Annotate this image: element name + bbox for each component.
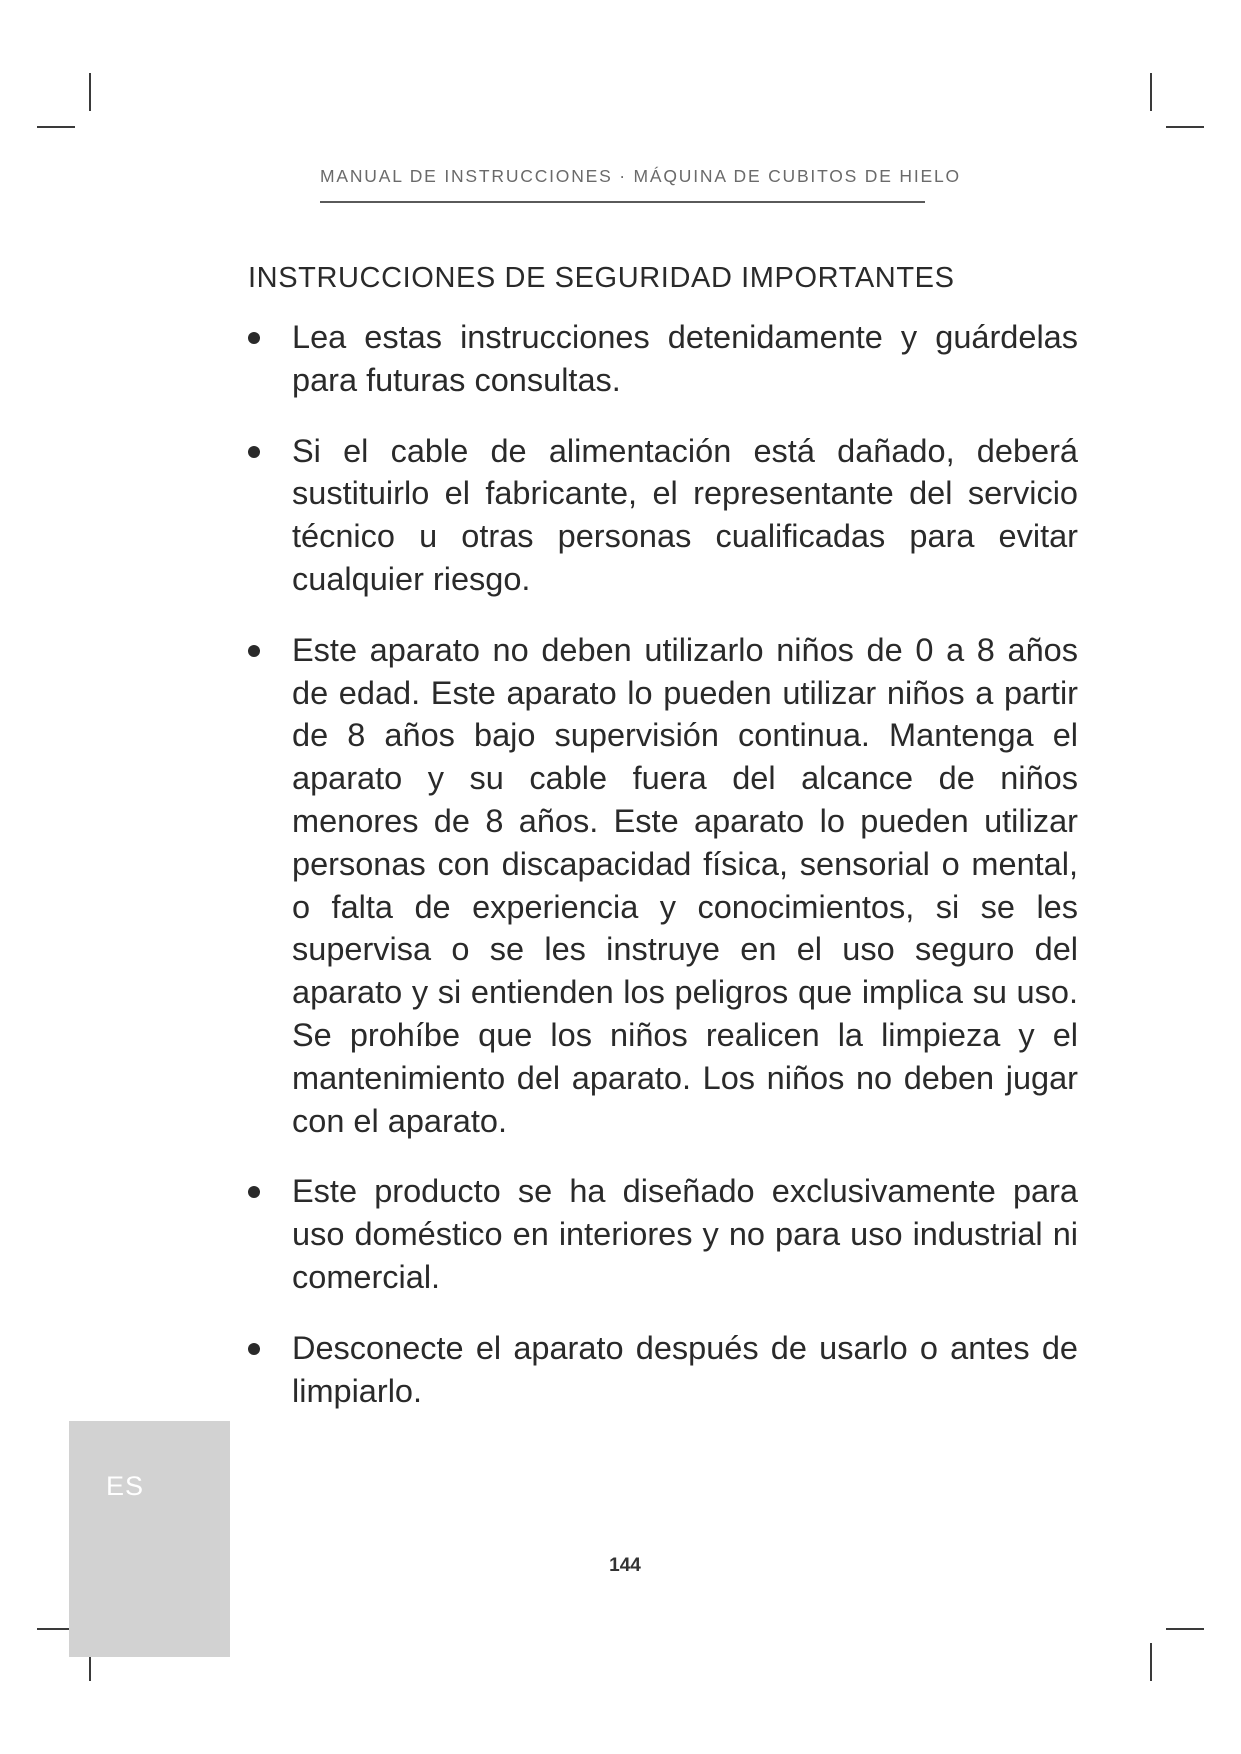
list-item-text: Si el cable de alimentación está dañado, deberá sustituirlo el fabricante, el representante del servicio técnico u otras personas cualificadas para evitar cualquier riesgo. — [292, 432, 1078, 597]
crop-mark-bottom-right-h — [1166, 1628, 1204, 1630]
crop-mark-bottom-right-v — [1150, 1643, 1152, 1681]
section-title: INSTRUCCIONES DE SEGURIDAD IMPORTANTES — [248, 262, 955, 294]
list-item-text: Lea estas instrucciones detenidamente y guárdelas para futuras consultas. — [292, 319, 1078, 398]
bullet-icon — [248, 645, 260, 657]
crop-mark-top-right-v — [1150, 73, 1152, 111]
bullet-icon — [248, 1186, 260, 1198]
header-divider — [320, 201, 925, 203]
language-tab — [69, 1421, 230, 1657]
list-item — [248, 430, 1078, 601]
bullet-icon — [248, 1343, 260, 1355]
safety-instructions-list — [248, 316, 1078, 1412]
list-item — [248, 1327, 1078, 1413]
list-item — [248, 629, 1078, 1143]
running-header: MANUAL DE INSTRUCCIONES · MÁQUINA DE CUBITOS DE HIELO — [320, 166, 961, 186]
list-item-text: Desconecte el aparato después de usarlo o antes de limpiarlo. — [292, 1329, 1078, 1409]
language-code: ES — [105, 1471, 145, 1501]
crop-mark-top-right-h — [1166, 126, 1204, 128]
page-number: 144 — [609, 1555, 641, 1576]
bullet-icon — [248, 446, 260, 458]
list-item-text: Este aparato no deben utilizarlo niños de 0 a 8 años de edad. Este aparato lo pueden utilizar niños a partir de 8 años bajo supervisión continua. Mantenga el aparato y su cable fuera del alcance de niños menores de 8 años. Este aparato lo pueden utilizar personas con discapacidad física, sensorial o mental, o falta de experiencia y conocimientos, si se les supervisa o se les instruye en el uso seguro del aparato y si entienden los peligros que implica su uso. Se prohíbe que los niños realicen la limpieza y el mantenimiento del aparato. Los niños no deben jugar con el aparato. — [292, 631, 1078, 1139]
list-item — [248, 1170, 1078, 1298]
bullet-icon — [248, 332, 260, 344]
list-item — [248, 316, 1078, 402]
list-item-text: Este producto se ha diseñado exclusivamente para uso doméstico en interiores y no para uso industrial ni comercial. — [292, 1173, 1078, 1295]
crop-mark-top-left-v — [89, 73, 91, 111]
crop-mark-top-left-h — [37, 126, 75, 128]
safety-section — [248, 258, 1078, 1440]
